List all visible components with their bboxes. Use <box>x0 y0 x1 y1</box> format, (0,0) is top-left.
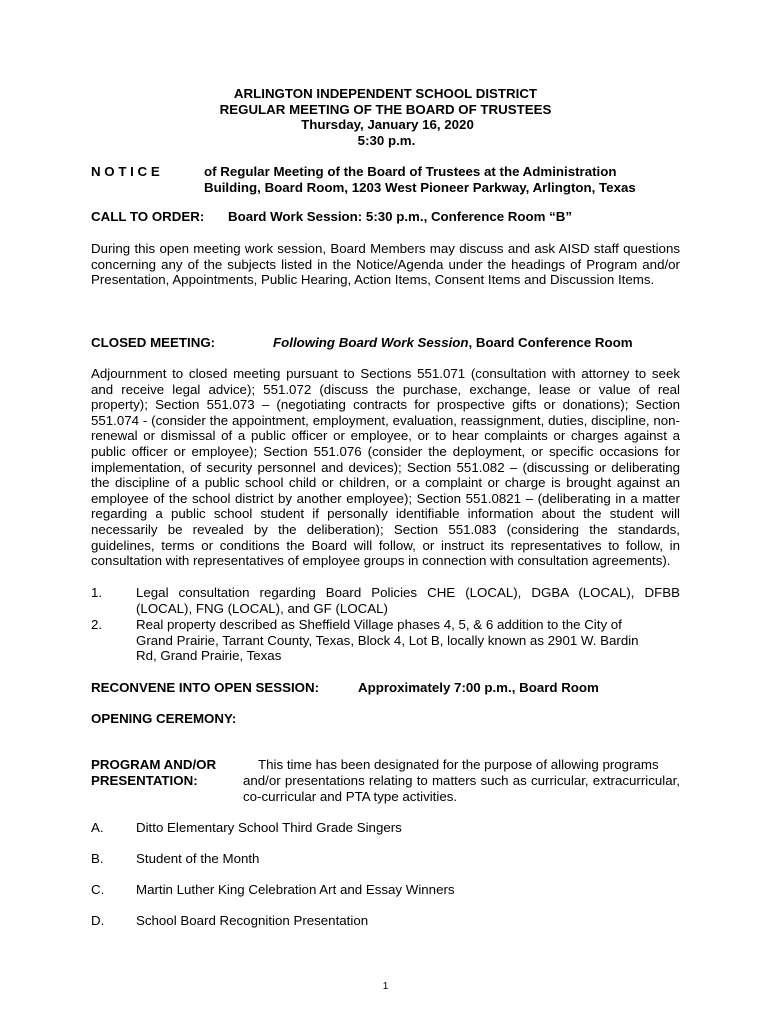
page-number: 1 <box>382 981 389 992</box>
call-to-order-text: Board Work Session: 5:30 p.m., Conference Room “B” <box>228 209 573 224</box>
closed-meeting-location: , Board Conference Room <box>468 335 633 350</box>
call-to-order-label: CALL TO ORDER: <box>91 209 205 224</box>
program-item-text: Ditto Elementary School Third Grade Singers <box>136 820 402 835</box>
closed-item-text-line: Real property described as Sheffield Village phases 4, 5, & 6 addition to the City of <box>136 617 622 632</box>
program-label-line2: PRESENTATION: <box>91 773 198 788</box>
notice-text-line1: of Regular Meeting of the Board of Trustees at the Administration <box>204 164 617 179</box>
meeting-title: REGULAR MEETING OF THE BOARD OF TRUSTEES <box>219 101 552 117</box>
reconvene-text: Approximately 7:00 p.m., Board Room <box>358 680 599 695</box>
program-item <box>91 820 680 836</box>
closed-item <box>91 585 680 616</box>
document-header <box>91 86 680 148</box>
closed-item <box>91 617 680 664</box>
closed-item-text <box>136 617 680 664</box>
program-item-letter: C. <box>91 882 105 897</box>
program-text-rest: and/or presentations relating to matters such as curricular, extracurricular, co-curricular and PTA type activities. <box>243 773 680 804</box>
district-name: ARLINGTON INDEPENDENT SCHOOL DISTRICT <box>233 86 538 101</box>
closed-item-text: Legal consultation regarding Board Policies CHE (LOCAL), DGBA (LOCAL), DFBB (LOCAL), FNG (LOCAL), and GF (LOCAL) <box>136 585 680 616</box>
closed-item-text-line: Grand Prairie, Tarrant County, Texas, Block 4, Lot B, locally known as 2901 W. Bardin <box>136 632 639 648</box>
notice-text-line2: Building, Board Room, 1203 West Pioneer Parkway, Arlington, Texas <box>204 180 636 195</box>
program-text-line1: This time has been designated for the purpose of allowing programs <box>258 757 659 772</box>
program-item-letter: B. <box>91 851 104 866</box>
meeting-date: Thursday, January 16, 2020 <box>301 117 474 133</box>
program-item-letter: A. <box>91 820 104 835</box>
program-item <box>91 882 680 898</box>
notice-label: N O T I C E <box>91 164 160 179</box>
work-session-paragraph: During this open meeting work session, Board Members may discuss and ask AISD staff questions concerning any of the subjects listed in the Notice/Agenda under the headings of Program and/or Presentation, Appointments, Public Hearing, Action Items, Consent Items and Discussion Items. <box>91 241 680 288</box>
program-label-line1: PROGRAM AND/OR <box>91 757 217 772</box>
closed-meeting-italic: Following Board Work Session <box>273 335 469 350</box>
opening-ceremony-heading: OPENING CEREMONY: <box>91 711 237 726</box>
program-section <box>91 757 680 805</box>
program-item-text: Student of the Month <box>136 851 260 866</box>
program-item-letter: D. <box>91 913 105 928</box>
closed-item-number: 1. <box>91 585 103 600</box>
closed-meeting-text <box>273 335 633 351</box>
closed-meeting-paragraph: Adjournment to closed meeting pursuant to Sections 551.071 (consultation with attorney to seek and receive legal advice); 551.072 (discuss the purchase, exchange, lease or value of real property); Section 551.073 – (negotiating contracts for prospective gifts or donations); Section 551.074 - (consider the appointment, employment, evaluation, reassignment, duties, discipline, non-renewal or dismissal of a public officer or employee, or to hear complaints or charges against a public officer or employee); Section 551.076 (consider the deployment, or specific occasions for implementation, of security personnel and devices); Section 551.082 – (discussing or deliberating the discipline of a public school child or children, or a complaint or charge is brought against an employee of the school district by another employee); Section 551.0821 – (deliberating in a matter regarding a public school student if personally identifiable information about the student will necessarily be revealed by the deliberation); Section 551.083 (considering the standards, guidelines, terms or conditions the Board will follow, or instruct its representatives to follow, in consultation with representatives of employee groups in connection with consultation agreements). <box>91 366 680 569</box>
reconvene-label: RECONVENE INTO OPEN SESSION: <box>91 680 320 695</box>
program-item <box>91 851 680 867</box>
meeting-time: 5:30 p.m. <box>357 132 416 148</box>
program-item-text: School Board Recognition Presentation <box>136 913 369 928</box>
program-item-text: Martin Luther King Celebration Art and Essay Winners <box>136 882 455 897</box>
program-item <box>91 913 680 929</box>
closed-item-number: 2. <box>91 617 103 632</box>
closed-item-text-line: Rd, Grand Prairie, Texas <box>136 648 282 664</box>
closed-meeting-label: CLOSED MEETING: <box>91 335 216 350</box>
